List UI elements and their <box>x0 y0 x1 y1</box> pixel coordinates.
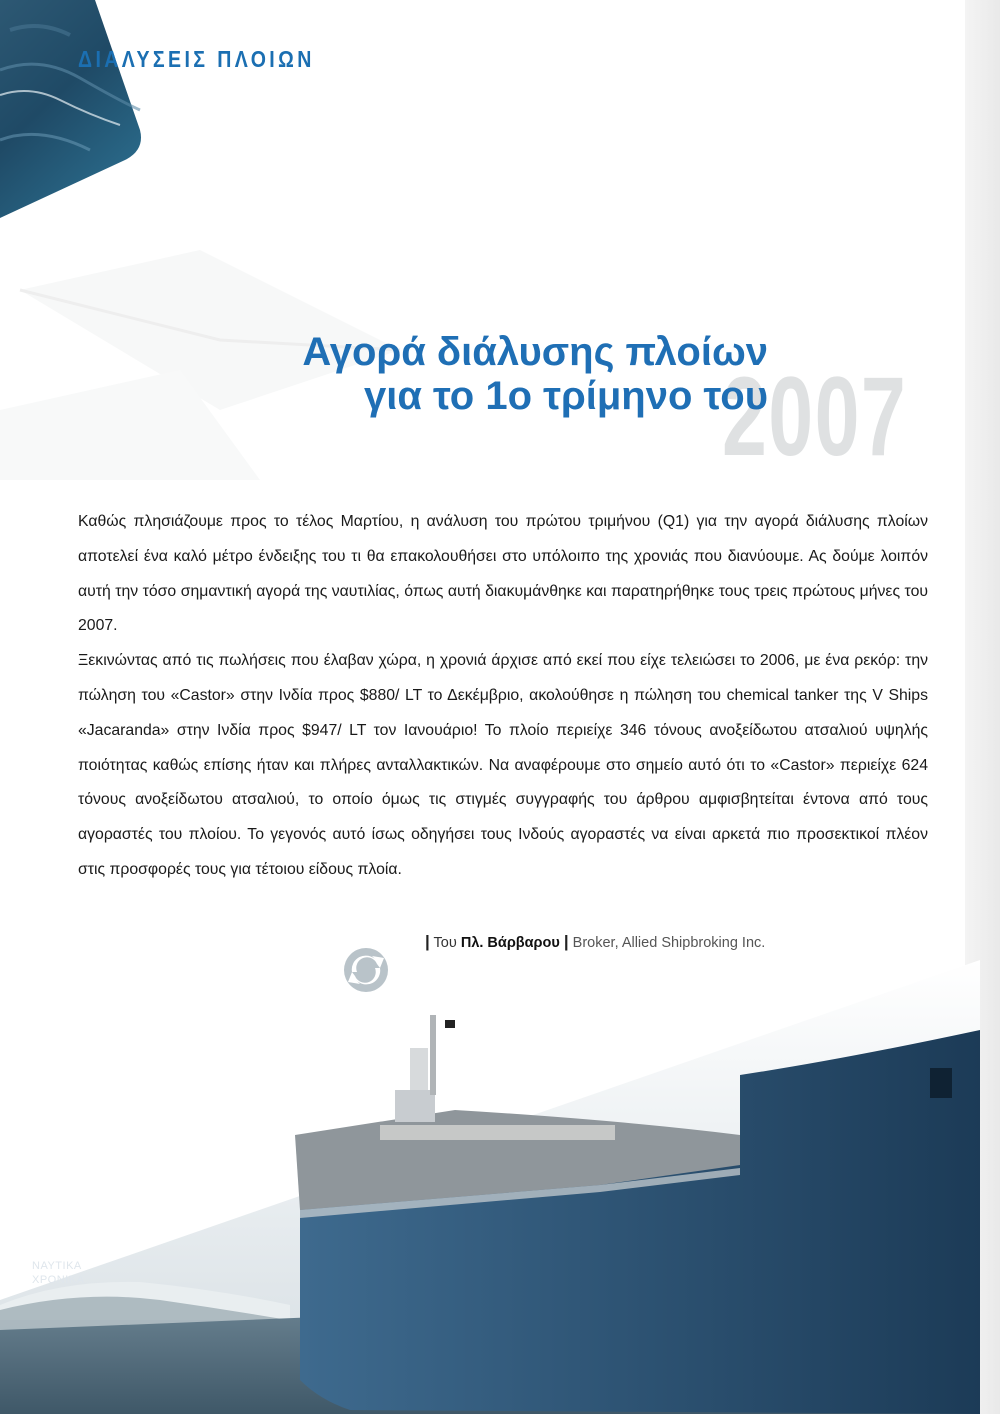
article-body <box>78 505 928 888</box>
magazine-name-line-1: ΝΑΥΤΙΚΑ <box>32 1260 82 1272</box>
page-footer <box>32 1245 92 1287</box>
paragraph-1: Καθώς πλησιάζουμε προς το τέλος Μαρτίου, η ανάλυση του πρώτου τριμήνου (Q1) για την αγορά διάλυσης πλοίων αποτελεί ένα καλό μέτρο ένδειξης του τι θα επακολουθήσει στο υπόλοιπο της χρονιάς που διανύουμε. Ας δούμε λοιπόν αυτή την τόσο σημαντική αγορά της ναυτιλίας, όπως αυτή διακυμάνθηκε και παρατηρήθηκε τους τρεις πρώτους μήνες του 2007. <box>78 513 928 635</box>
byline-prefix: Του <box>433 935 457 951</box>
ship-photo <box>0 960 980 1414</box>
section-label: ΔΙΑΛΥΣΕΙΣ ΠΛΟΙΩΝ <box>78 46 315 72</box>
title-line-1: Αγορά διάλυσης πλοίων <box>302 330 768 374</box>
byline <box>425 932 765 952</box>
byline-divider: | <box>425 932 430 951</box>
byline-divider: | <box>563 932 569 951</box>
magazine-name-line-2: ΧΡΟΝΙΚΑ <box>32 1274 85 1286</box>
article-title <box>302 330 768 418</box>
paragraph-2: Ξεκινώντας από τις πωλήσεις που έλαβαν χώρα, η χρονιά άρχισε από εκεί που είχε τελειώσει το 2006, με ένα ρεκόρ: την πώληση του «Castor» στην Ινδία προς $880/ LT το Δεκέμβριο, ακολούθησε η πώληση του chemical tanker της V Ships «Jacaranda» στην Ινδία προς $947/ LT τον Ιανουάριο! Το πλοίο περιείχε 346 τόνους ανοξείδωτου ατσαλιού υψηλής ποιότητας καθώς επίσης ήταν και πλήρες ανταλλακτικών. Να αναφέρουμε στο σημείο αυτό ότι το «Castor» περιείχε 624 τόνους ανοξείδωτου ατσαλιού, το οποίο όμως τις στιγμές συγγραφής του άρθρου αμφισβητείται έντονα από τους αγοραστές του πλοίου. Το γεγονός αυτό ίσως οδηγήσει τους Ινδούς αγοραστές να είναι αρκετά πιο προσεκτικοί πλέον στις προσφορές τους για τέτοιου είδους πλοία. <box>78 652 928 878</box>
page-number: 28 <box>32 1243 49 1260</box>
title-year: 2007 <box>722 354 908 479</box>
title-line-2: για το 1ο τρίμηνο του <box>363 374 768 418</box>
circular-arrows-logo-icon <box>330 934 402 1006</box>
sea-corner-photo <box>0 0 150 220</box>
byline-role: Broker, Allied Shipbroking Inc. <box>572 935 766 951</box>
logo-badge <box>330 934 402 1006</box>
byline-author: Πλ. Βάρβαρου <box>460 935 560 951</box>
